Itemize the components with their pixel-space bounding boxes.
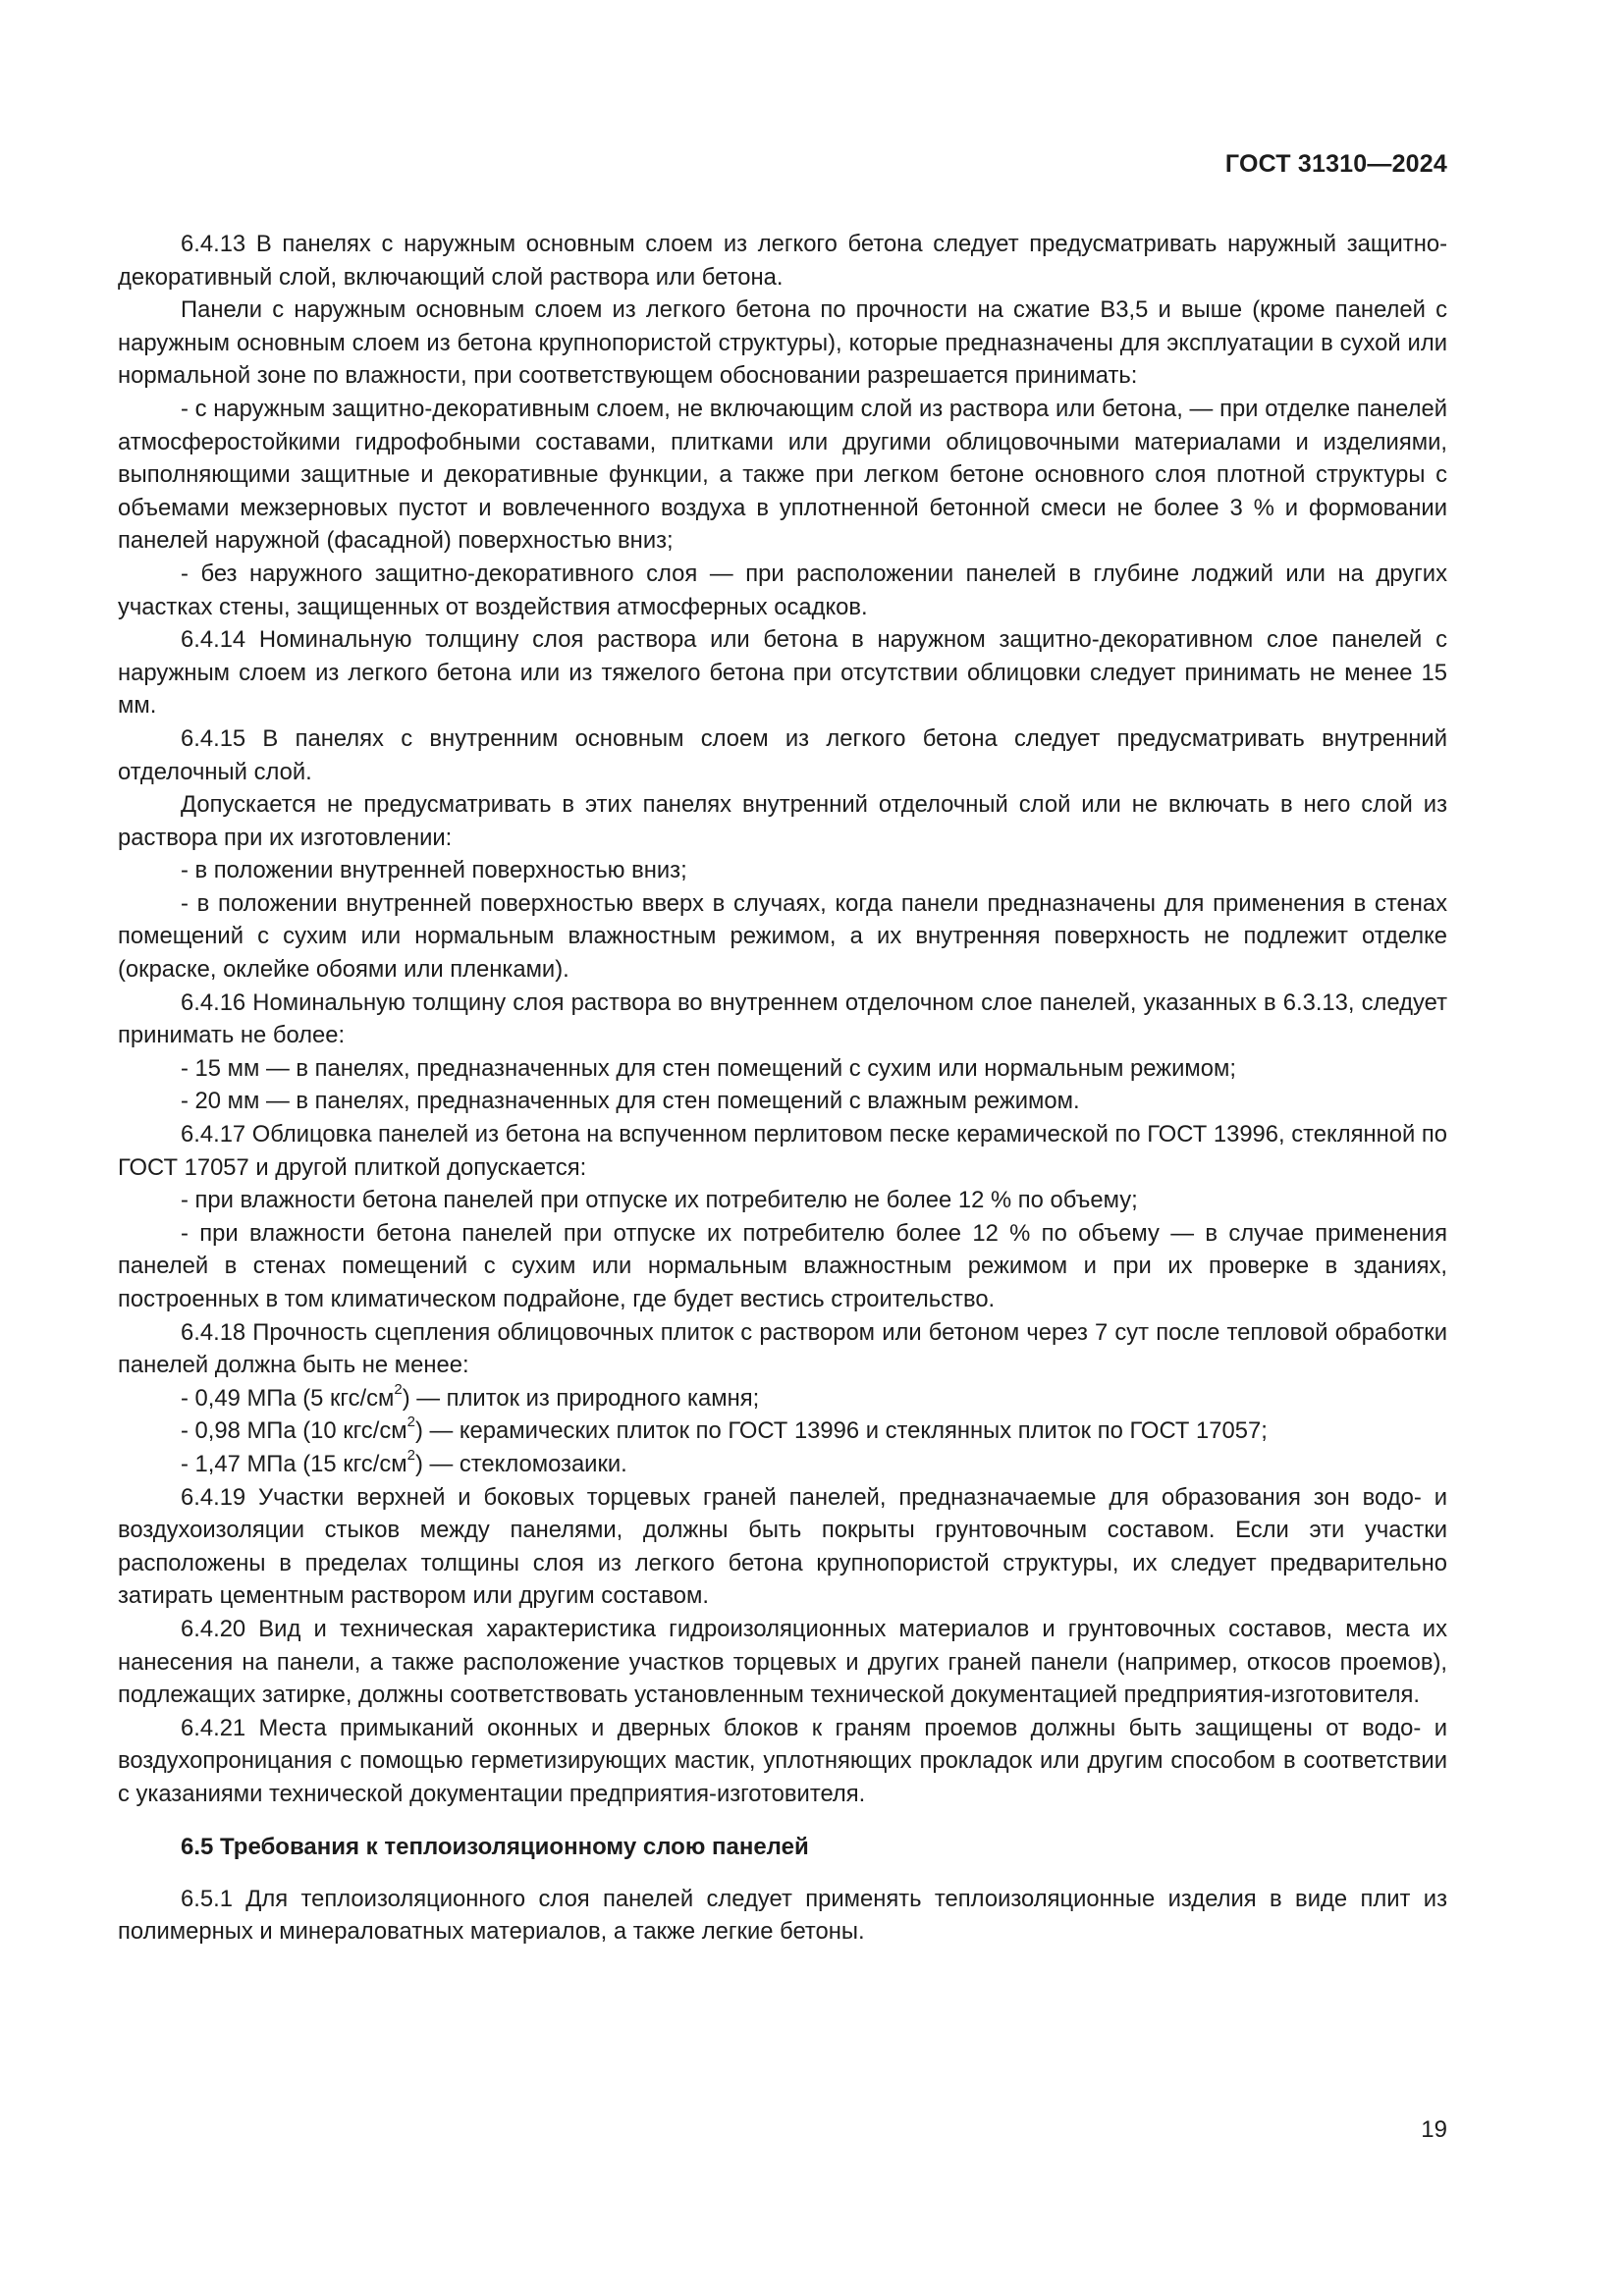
list-item: - без наружного защитно-декоративного слоя — при расположении панелей в глубине лоджий или на других участках стены, защищенных от воздействия атмосферных осадков.: [118, 560, 1447, 620]
text-span: - 1,47 МПа (15 кгс/см: [181, 1450, 407, 1477]
superscript: 2: [406, 1447, 415, 1465]
paragraph-6-4-21: 6.4.21 Места примыканий оконных и дверных блоков к граням проемов должны быть защищены от водо- и воздухопроницания с помощью герметизирующих мастик, уплотняющих прокладок или другим способом в соответствии с указаниями технической документации предприятия-изготовителя.: [118, 1714, 1447, 1807]
paragraph-6-4-14: 6.4.14 Номинальную толщину слоя раствора или бетона в наружном защитно-декоративном слое панелей с наружным слоем из легкого бетона или из тяжелого бетона при отсутствии облицовки следует принимать не менее 15 мм.: [118, 626, 1447, 720]
paragraph-6-4-15: 6.4.15 В панелях с внутренним основным слоем из легкого бетона следует предусматривать внутренний отделочный слой.: [118, 724, 1447, 785]
list-item: - при влажности бетона панелей при отпуске их потребителю не более 12 % по объему;: [181, 1187, 1138, 1214]
page-number: 19: [1421, 2116, 1447, 2143]
text-span: ) — керамических плиток по ГОСТ 13996 и стеклянных плиток по ГОСТ 17057;: [414, 1417, 1268, 1445]
list-item: - в положении внутренней поверхностью вниз;: [181, 857, 687, 884]
section-heading-6-5: 6.5 Требования к теплоизоляционному слою панелей: [181, 1833, 809, 1860]
list-item: - в положении внутренней поверхностью вверх в случаях, когда панели предназначены для применения в стенах помещений с сухим или нормальным влажностным режимом, а их внутренняя поверхность не подлежит отделке (окраске, оклейке обоями или пленками).: [118, 889, 1447, 984]
text-span: ) — стекломозаики.: [414, 1450, 627, 1477]
text-span: ) — плиток из природного камня;: [402, 1384, 760, 1412]
list-item: [118, 1382, 1447, 1415]
paragraph-6-4-16: 6.4.16 Номинальную толщину слоя раствора во внутреннем отделочном слое панелей, указанных в 6.3.13, следует принимать не более:: [118, 988, 1447, 1049]
paragraph-6-4-20: 6.4.20 Вид и техническая характеристика гидроизоляционных материалов и грунтовочных составов, места их нанесения на панели, а также расположение участков торцевых и других граней панели (например, откосов проемов), подлежащих затирке, должны соответствовать установленным технической документацией предприятия-изготовителя.: [118, 1615, 1447, 1709]
list-item: [118, 1415, 1447, 1448]
list-item: - 20 мм — в панелях, предназначенных для стен помещений с влажным режимом.: [181, 1088, 1080, 1115]
text-span: - 0,98 МПа (10 кгс/см: [181, 1417, 407, 1445]
paragraph-6-4-13: 6.4.13 В панелях с наружным основным слоем из легкого бетона следует предусматривать наружный защитно-декоративный слой, включающий слой раствора или бетона.: [118, 231, 1447, 291]
superscript: 2: [394, 1380, 403, 1398]
superscript: 2: [406, 1414, 415, 1431]
paragraph-6-5-1: 6.5.1 Для теплоизоляционного слоя панелей следует применять теплоизоляционные изделия в виде плит из полимерных и минераловатных материалов, а также легкие бетоны.: [118, 1885, 1447, 1946]
paragraph-6-4-17: 6.4.17 Облицовка панелей из бетона на вспученном перлитовом песке керамической по ГОСТ 13996, стеклянной по ГОСТ 17057 и другой плиткой допускается:: [118, 1121, 1448, 1181]
list-item: [118, 1448, 1447, 1481]
list-item: - при влажности бетона панелей при отпуске их потребителю более 12 % по объему — в случае применения панелей в стенах помещений с сухим или нормальным влажностным режимом и при их проверке в зданиях, построенных в том климатическом подрайоне, где будет вестись строительство.: [118, 1219, 1447, 1312]
paragraph-6-4-18: 6.4.18 Прочность сцепления облицовочных плиток с раствором или бетоном через 7 сут после тепловой обработки панелей должна быть не менее:: [118, 1318, 1447, 1379]
list-item: - с наружным защитно-декоративным слоем, не включающим слой из раствора или бетона, — при отделке панелей атмосферостойкими гидрофобными составами, плитками или другими облицовочными материалами и изделиями, выполняющими защитные и декоративные функции, а также при легком бетоне основного слоя плотной структуры с объемами межзерновых пустот и вовлеченного воздуха в уплотненной бетонной смеси не более 3 % и формовании панелей наружной (фасадной) поверхностью вниз;: [118, 395, 1447, 555]
list-item: - 15 мм — в панелях, предназначенных для стен помещений с сухим или нормальным режимом;: [181, 1054, 1236, 1082]
paragraph: Панели с наружным основным слоем из легкого бетона по прочности на сжатие В3,5 и выше (кроме панелей с наружным основным слоем из бетона крупнопористой структуры), которые предназначены для эксплуатации в сухой или нормальной зоне по влажности, при соответствующем обосновании разрешается принимать:: [118, 296, 1447, 390]
document-body: [118, 228, 1447, 1949]
paragraph: Допускается не предусматривать в этих панелях внутренний отделочный слой или не включать в него слой из раствора при их изготовлении:: [118, 791, 1447, 851]
text-span: - 0,49 МПа (5 кгс/см: [181, 1384, 395, 1412]
paragraph-6-4-19: 6.4.19 Участки верхней и боковых торцевых граней панелей, предназначаемые для образования зон водо- и воздухоизоляции стыков между панелями, должны быть покрыты грунтовочным составом. Если эти участки расположены в пределах толщины слоя из легкого бетона крупнопористой структуры, их следует предварительно затирать цементным раствором или другим составом.: [118, 1483, 1447, 1610]
document-code-header: ГОСТ 31310—2024: [1224, 150, 1447, 178]
